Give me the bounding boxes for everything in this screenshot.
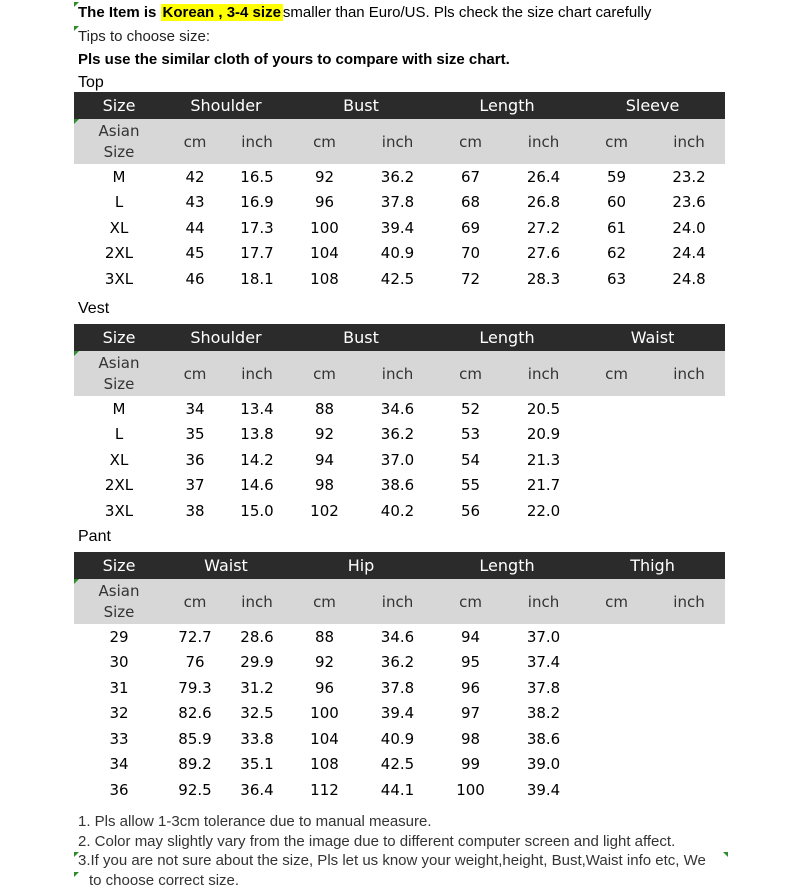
pant-unit-cm: cm <box>288 579 361 624</box>
note-1: 1. Pls allow 1-3cm tolerance due to manual measure. <box>78 813 432 830</box>
table-row <box>74 752 725 778</box>
intro-suffix: smaller than Euro/US. Pls check the size chart carefully <box>282 4 652 21</box>
value-cell: 96 <box>460 678 481 697</box>
value-cell: 34 <box>185 399 205 418</box>
cell-marker <box>74 119 79 124</box>
value-cell: 38.2 <box>526 704 561 723</box>
top-unit-cm: cm <box>164 119 226 164</box>
pant-unit-inch: inch <box>507 579 580 624</box>
value-cell: 31.2 <box>240 678 274 697</box>
value-cell: 72 <box>460 269 481 288</box>
value-cell: 60 <box>606 193 627 212</box>
top-unit-cm: cm <box>580 119 653 164</box>
table-row <box>74 422 725 448</box>
value-cell <box>653 701 725 727</box>
top-size-table <box>74 92 725 292</box>
value-cell <box>653 473 725 499</box>
value-cell: 44.1 <box>380 780 415 799</box>
value-cell <box>653 726 725 752</box>
value-cell: 44 <box>185 218 205 237</box>
value-cell: 79.3 <box>178 678 212 697</box>
value-cell <box>653 675 725 701</box>
value-cell: 100 <box>310 218 339 237</box>
top-asian-size-label <box>74 119 164 164</box>
value-cell: 104 <box>310 729 339 748</box>
table-row <box>74 675 725 701</box>
value-cell: 38.6 <box>526 729 561 748</box>
value-cell <box>580 422 653 448</box>
size-cell: M <box>112 399 126 418</box>
table-row <box>74 164 725 190</box>
value-cell: 88 <box>314 627 335 646</box>
vest-asian-size-label <box>74 351 164 396</box>
note-2: 2. Color may slightly vary from the image due to different computer screen and light affect. <box>78 832 676 850</box>
value-cell: 21.7 <box>526 476 561 495</box>
size-cell: XL <box>109 450 129 469</box>
value-cell <box>580 447 653 473</box>
value-cell: 39.0 <box>526 755 561 774</box>
value-cell: 39.4 <box>380 704 415 723</box>
value-cell: 27.2 <box>526 218 561 237</box>
value-cell: 36 <box>185 450 205 469</box>
size-cell: L <box>114 425 124 444</box>
table-row <box>74 473 725 499</box>
value-cell: 22.0 <box>526 501 561 520</box>
value-cell: 82.6 <box>178 704 212 723</box>
value-cell: 21.3 <box>526 450 561 469</box>
vest-header-waist: Waist <box>580 324 725 351</box>
vest-unit-inch: inch <box>226 351 288 396</box>
size-cell: L <box>114 193 124 212</box>
value-cell: 62 <box>606 244 627 263</box>
value-cell: 100 <box>456 780 485 799</box>
value-cell: 61 <box>606 218 627 237</box>
value-cell: 24.8 <box>672 269 706 288</box>
table-row <box>74 650 725 676</box>
table-row <box>74 498 725 524</box>
size-cell: M <box>112 167 126 186</box>
tips-line: Tips to choose size: <box>78 28 211 45</box>
size-cell: 29 <box>109 627 129 646</box>
value-cell: 40.9 <box>380 244 415 263</box>
value-cell: 38 <box>185 501 205 520</box>
value-cell: 16.5 <box>240 167 274 186</box>
value-cell: 55 <box>460 476 481 495</box>
top-header-length: Length <box>434 92 580 119</box>
size-cell: 31 <box>109 678 129 697</box>
value-cell: 96 <box>314 678 335 697</box>
value-cell: 88 <box>314 399 335 418</box>
value-cell: 72.7 <box>178 627 212 646</box>
top-header-size: Size <box>74 92 164 119</box>
value-cell: 26.8 <box>526 193 561 212</box>
value-cell <box>580 675 653 701</box>
value-cell: 112 <box>310 780 339 799</box>
value-cell: 23.2 <box>672 167 706 186</box>
value-cell: 56 <box>460 501 481 520</box>
value-cell: 92 <box>314 167 335 186</box>
table-row <box>74 396 725 422</box>
size-label: Size <box>103 374 135 393</box>
value-cell <box>653 447 725 473</box>
value-cell: 16.9 <box>240 193 274 212</box>
value-cell: 32.5 <box>240 704 274 723</box>
value-cell: 94 <box>460 627 481 646</box>
size-label: Size <box>103 602 135 621</box>
value-cell: 42.5 <box>380 755 415 774</box>
cell-marker <box>723 852 728 857</box>
asian-label: Asian <box>98 353 140 372</box>
top-unit-cm: cm <box>288 119 361 164</box>
table-row <box>74 701 725 727</box>
value-cell: 28.3 <box>526 269 561 288</box>
size-cell: 36 <box>109 780 129 799</box>
pant-header-thigh: Thigh <box>580 552 725 579</box>
top-header-shoulder: Shoulder <box>164 92 288 119</box>
value-cell: 17.3 <box>240 218 274 237</box>
value-cell: 37.0 <box>526 627 561 646</box>
value-cell: 40.2 <box>380 501 415 520</box>
value-cell: 59 <box>606 167 627 186</box>
size-cell: 3XL <box>104 269 134 288</box>
value-cell: 43 <box>185 193 205 212</box>
value-cell: 92 <box>314 653 335 672</box>
value-cell: 37.8 <box>526 678 561 697</box>
value-cell <box>653 498 725 524</box>
section-label-top: Top <box>78 74 104 91</box>
vest-unit-cm: cm <box>164 351 226 396</box>
value-cell: 24.4 <box>672 244 706 263</box>
value-cell: 67 <box>460 167 481 186</box>
table-row <box>74 190 725 216</box>
value-cell <box>653 752 725 778</box>
value-cell: 63 <box>606 269 627 288</box>
value-cell: 33.8 <box>240 729 274 748</box>
value-cell: 108 <box>310 269 339 288</box>
size-cell: 30 <box>109 653 129 672</box>
value-cell: 14.6 <box>240 476 274 495</box>
value-cell: 68 <box>460 193 481 212</box>
value-cell: 42 <box>185 167 205 186</box>
table-row <box>74 266 725 292</box>
vest-unit-inch: inch <box>361 351 434 396</box>
table-row <box>74 624 725 650</box>
value-cell: 69 <box>460 218 481 237</box>
value-cell: 100 <box>310 704 339 723</box>
value-cell <box>580 624 653 650</box>
value-cell: 36.2 <box>380 653 415 672</box>
value-cell: 92.5 <box>178 780 212 799</box>
value-cell <box>580 498 653 524</box>
value-cell: 54 <box>460 450 481 469</box>
vest-unit-cm: cm <box>288 351 361 396</box>
value-cell: 52 <box>460 399 481 418</box>
value-cell <box>653 650 725 676</box>
top-unit-inch: inch <box>361 119 434 164</box>
top-unit-inch: inch <box>507 119 580 164</box>
value-cell: 94 <box>314 450 335 469</box>
pant-unit-inch: inch <box>361 579 434 624</box>
table-row <box>74 215 725 241</box>
pant-unit-cm: cm <box>434 579 507 624</box>
asian-label: Asian <box>98 581 140 600</box>
section-label-pant: Pant <box>78 528 111 545</box>
vest-header-length: Length <box>434 324 580 351</box>
top-unit-cm: cm <box>434 119 507 164</box>
size-cell: 2XL <box>104 476 134 495</box>
value-cell: 13.8 <box>240 425 274 444</box>
value-cell: 104 <box>310 244 339 263</box>
pant-header-waist: Waist <box>164 552 288 579</box>
value-cell: 98 <box>460 729 481 748</box>
value-cell: 99 <box>460 755 481 774</box>
value-cell: 14.2 <box>240 450 274 469</box>
value-cell: 37.4 <box>526 653 561 672</box>
pant-unit-cm: cm <box>580 579 653 624</box>
cell-marker <box>74 872 79 877</box>
value-cell: 15.0 <box>240 501 274 520</box>
value-cell <box>653 396 725 422</box>
pant-header-length: Length <box>434 552 580 579</box>
pant-size-table <box>74 552 725 803</box>
value-cell: 108 <box>310 755 339 774</box>
value-cell: 97 <box>460 704 481 723</box>
value-cell: 34.6 <box>380 399 415 418</box>
pant-header-size: Size <box>74 552 164 579</box>
value-cell: 70 <box>460 244 481 263</box>
value-cell: 37 <box>185 476 205 495</box>
asian-label: Asian <box>98 121 140 140</box>
value-cell: 35.1 <box>240 755 274 774</box>
table-row <box>74 241 725 267</box>
size-cell: XL <box>109 218 129 237</box>
value-cell <box>653 777 725 803</box>
vest-unit-inch: inch <box>507 351 580 396</box>
value-cell: 40.9 <box>380 729 415 748</box>
value-cell: 92 <box>314 425 335 444</box>
value-cell: 42.5 <box>380 269 415 288</box>
cell-marker <box>74 852 79 857</box>
pant-unit-inch: inch <box>653 579 725 624</box>
table-row <box>74 777 725 803</box>
size-cell: 2XL <box>104 244 134 263</box>
value-cell: 45 <box>185 244 205 263</box>
value-cell <box>580 752 653 778</box>
value-cell: 37.0 <box>380 450 415 469</box>
cell-marker <box>74 351 79 356</box>
value-cell: 102 <box>310 501 339 520</box>
note-3: 3.If you are not sure about the size, Pls let us know your weight,height, Bust,Waist info etc, We <box>78 852 706 869</box>
vest-unit-cm: cm <box>580 351 653 396</box>
value-cell <box>580 650 653 676</box>
pant-header-hip: Hip <box>288 552 434 579</box>
value-cell: 29.9 <box>240 653 274 672</box>
value-cell: 38.6 <box>380 476 415 495</box>
top-header-sleeve: Sleeve <box>580 92 725 119</box>
value-cell: 46 <box>185 269 205 288</box>
vest-size-table <box>74 324 725 524</box>
table-row <box>74 726 725 752</box>
value-cell: 28.6 <box>240 627 274 646</box>
size-cell: 3XL <box>104 501 134 520</box>
size-cell: 34 <box>109 755 129 774</box>
value-cell: 39.4 <box>380 218 415 237</box>
value-cell: 26.4 <box>526 167 561 186</box>
value-cell: 13.4 <box>240 399 274 418</box>
vest-header-size: Size <box>74 324 164 351</box>
vest-header-shoulder: Shoulder <box>164 324 288 351</box>
size-label: Size <box>103 142 135 161</box>
value-cell <box>580 726 653 752</box>
value-cell: 85.9 <box>178 729 212 748</box>
value-cell <box>653 422 725 448</box>
value-cell: 39.4 <box>526 780 561 799</box>
table-row <box>74 447 725 473</box>
intro-prefix: The Item is <box>78 4 157 21</box>
value-cell: 36.4 <box>240 780 274 799</box>
value-cell: 76 <box>185 653 205 672</box>
value-cell: 35 <box>185 425 205 444</box>
pant-unit-inch: inch <box>226 579 288 624</box>
value-cell: 34.6 <box>380 627 415 646</box>
value-cell: 27.6 <box>526 244 561 263</box>
instruction-line: Pls use the similar cloth of yours to compare with size chart. <box>78 51 510 68</box>
value-cell: 36.2 <box>380 425 415 444</box>
value-cell: 96 <box>314 193 335 212</box>
pant-unit-cm: cm <box>164 579 226 624</box>
top-unit-inch: inch <box>226 119 288 164</box>
value-cell: 95 <box>460 653 481 672</box>
value-cell <box>580 701 653 727</box>
vest-unit-inch: inch <box>653 351 725 396</box>
cell-marker <box>74 579 79 584</box>
value-cell: 98 <box>314 476 335 495</box>
value-cell <box>580 473 653 499</box>
value-cell: 18.1 <box>240 269 274 288</box>
value-cell: 17.7 <box>240 244 274 263</box>
value-cell: 24.0 <box>672 218 706 237</box>
value-cell: 36.2 <box>380 167 415 186</box>
note-4: to choose correct size. <box>89 871 240 889</box>
pant-asian-size-label <box>74 579 164 624</box>
value-cell <box>580 777 653 803</box>
notes <box>78 812 706 890</box>
size-cell: 33 <box>109 729 129 748</box>
value-cell: 23.6 <box>672 193 706 212</box>
value-cell: 89.2 <box>178 755 212 774</box>
value-cell: 53 <box>460 425 481 444</box>
section-label-vest: Vest <box>78 300 110 317</box>
value-cell: 20.9 <box>526 425 561 444</box>
value-cell: 37.8 <box>380 678 415 697</box>
top-header-bust: Bust <box>288 92 434 119</box>
value-cell: 20.5 <box>526 399 561 418</box>
value-cell <box>653 624 725 650</box>
intro-line <box>78 4 651 21</box>
value-cell: 37.8 <box>380 193 415 212</box>
size-highlight: Korean , 3-4 size <box>162 4 281 21</box>
vest-header-bust: Bust <box>288 324 434 351</box>
size-cell: 32 <box>109 704 129 723</box>
value-cell <box>580 396 653 422</box>
vest-unit-cm: cm <box>434 351 507 396</box>
top-unit-inch: inch <box>653 119 725 164</box>
